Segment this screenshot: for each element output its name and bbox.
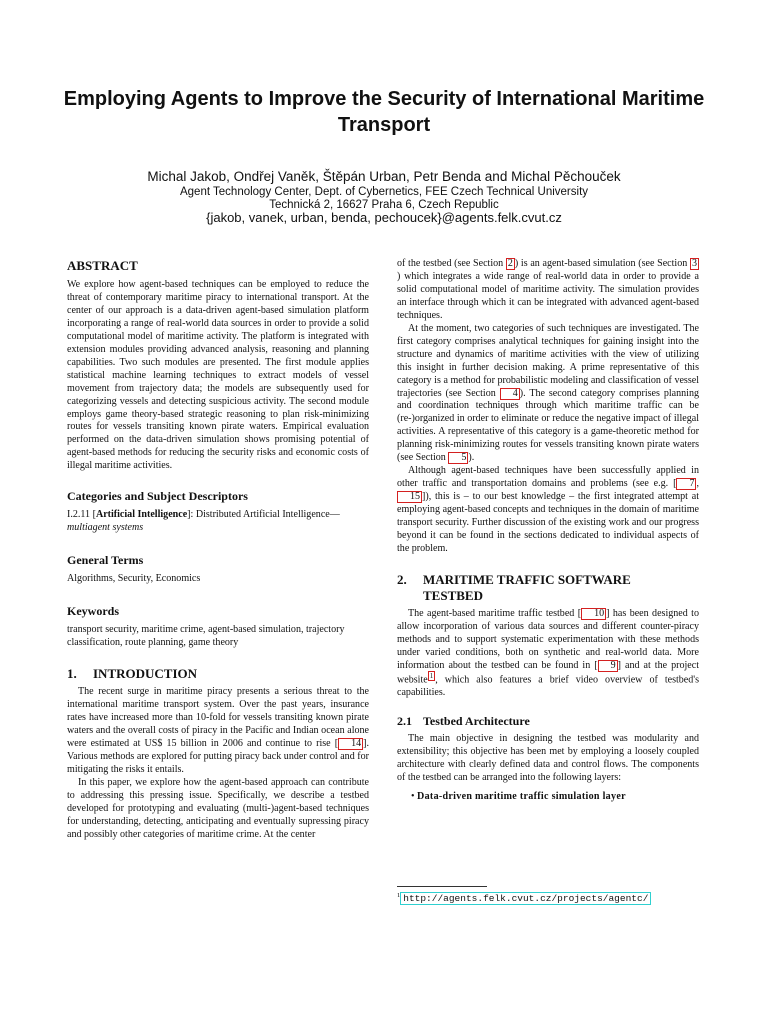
keywords-heading: Keywords xyxy=(67,604,119,619)
keywords-text: transport security, maritime crime, agent-based simulation, trajectory classification, route planning, game theory xyxy=(67,624,345,649)
footnote-mark: 1 xyxy=(397,892,401,899)
citation-link-15[interactable]: 15 xyxy=(397,491,422,503)
left-column xyxy=(67,258,369,842)
bullet-icon: • xyxy=(411,790,415,802)
right-p1-c: ) which integrates a wide range of real-world data in order to provide a solid computational model of maritime activity. The simulation provides an interface through which it can be integrated with advanced agent-based techniques. xyxy=(397,270,699,321)
section-2-title-line-2: TESTBED xyxy=(423,587,483,603)
categories-heading: Categories and Subject Descriptors xyxy=(67,489,248,504)
affiliation-line-1: Agent Technology Center, Dept. of Cybernetics, FEE Czech Technical University xyxy=(179,186,589,198)
right-paragraph-3 xyxy=(397,465,699,556)
right-column xyxy=(397,258,699,804)
intro-title: INTRODUCTION xyxy=(93,666,198,682)
general-terms-text: Algorithms, Security, Economics xyxy=(67,573,201,585)
section-2-1-number: 2.1 xyxy=(397,713,412,728)
abstract-text: We explore how agent-based techniques can be employed to reduce the threat of contemporary maritime piracy to international transport. At the center of our approach is a data-driven agent-based simulation platform incorporating a range of real-world data sources in order to provide a solid computational model of maritime activity. The platform is integrated with extension modules providing advanced analysis, reasoning and planning capabilities. Two such modules are presented. The first module applies statistical machine learning techniques to extract models of vessel movement from trajectory data; the models are subsequently used for categorizing vessels and detecting suspicious activity. The second module employs game theory-based strategic reasoning to plan risk-minimizing routes for vessels transiting known pirate waters. Empirical evaluation performed on the data-driven simulation shows promising potential of agent-based methods for reducing the security risks and economic costs of illegal maritime activities. xyxy=(67,279,369,472)
right-p1-a: of the testbed (see Section xyxy=(397,258,506,269)
paper-title: Employing Agents to Improve the Security of International Maritime Transport xyxy=(63,88,705,136)
section-2-1-title: Testbed Architecture xyxy=(423,713,530,728)
categories-italic: multiagent systems xyxy=(67,522,144,534)
citation-link-9[interactable]: 9 xyxy=(598,660,618,672)
s2-p1-b: has been designed to allow incorporation of various data sources and different counter-piracy methods and to support systematic experimentation with these methods under varied conditions, both on synthetic and real-world data. More information about the testbed can be found in xyxy=(397,607,699,671)
s2-p1-d: , which also features a brief video overview of testbed's capabilities. xyxy=(397,674,699,698)
s2-p1-a: The agent-based maritime traffic testbed xyxy=(408,607,578,619)
intro-p1-text-a: The recent surge in maritime piracy presents a serious threat to the international maritime transport system. Over the past years, insurance rates have increased more than 10-fold for vessels transiting known pirate waters and the overall costs of piracy in the Pacific and Indian ocean alone were estimated at US$ 15 billion in 2006 and continue to rise xyxy=(67,686,369,749)
citation-link-14[interactable]: 14 xyxy=(338,738,363,750)
right-paragraph-1 xyxy=(397,258,699,323)
layer-bullet-text: Data-driven maritime traffic simulation layer xyxy=(417,790,626,802)
section-link-5[interactable]: 5 xyxy=(448,452,468,464)
right-p2-c: ). xyxy=(468,452,475,464)
intro-paragraph-2: In this paper, we explore how the agent-based approach can contribute to addressing this pressing issue. Specifically, we describe a testbed developed for prototyping and evaluating (multi-)agent-based techniques for understanding, detecting, anticipating and eventually supressing piracy and possibly other categories of maritime crime. At the center xyxy=(67,776,369,840)
section-2-1-heading xyxy=(397,714,699,729)
right-paragraph-2 xyxy=(397,323,699,465)
project-website-link[interactable]: http://agents.felk.cvut.cz/projects/agentc/ xyxy=(400,892,651,905)
right-p1-b: ) is an agent-based simulation (see Section xyxy=(514,258,690,269)
intro-number: 1. xyxy=(67,666,77,682)
intro-paragraph-1: The recent surge in maritime piracy presents a serious threat to the international maritime transport system. Over the past years, insurance rates have increased more than 10-fold for vessels transiting known pirate waters and the overall costs of piracy in the Pacific and Indian ocean alone were estimated at US$ 15 billion in 2006 and continue to rise [ 14 ]. Various methods are explored for putting piracy back under control and for mitigating the risks it entails. xyxy=(67,686,369,775)
right-p3-a: Although agent-based techniques have been successfully applied in other traffic and transportation domains and problems (see e.g. [ xyxy=(397,465,699,490)
section-link-4[interactable]: 4 xyxy=(500,388,520,400)
right-p2-b: ). The second category comprises planning and coordination techniques through which maritime traffic can be (re-)organized in order to eliminate or reduce the negative impact of illegal activities. A representative of this category is a game-theoretic method for planning risk-minimizing routes for vessels transiting known pirate waters (see Section xyxy=(397,387,699,464)
author-emails: {jakob, vanek, urban, benda, pechoucek}@agents.felk.cvut.cz xyxy=(206,210,562,225)
footnote-link-1[interactable]: 1 xyxy=(429,671,434,680)
section-2-title-line-1: MARITIME TRAFFIC SOFTWARE xyxy=(423,571,631,587)
affiliation-line-2: Technická 2, 16627 Praha 6, Czech Republic xyxy=(269,199,499,211)
author-list: Michal Jakob, Ondřej Vaněk, Štěpán Urban, Petr Benda and Michal Pěchouček xyxy=(147,169,621,184)
right-p3-b: , xyxy=(696,478,699,490)
section-link-3[interactable]: 3 xyxy=(691,258,697,269)
intro-heading xyxy=(67,666,369,682)
section-link-2[interactable]: 2 xyxy=(507,258,513,269)
s2-p1-c: and at the project website xyxy=(397,659,699,686)
section-2-paragraph: The agent-based maritime traffic testbed [ 10 ] has been designed to allow incorporation of various data sources and different counter-piracy methods and to support systematic experimentation with these methods under varied conditions, both on synthetic and real-world data. More information about the testbed can be found in [ 9 ] and at the project website $^1$ , which also features a brief video overview of testbed's capabilities. xyxy=(397,607,699,698)
right-p3-c: ]), this is – to our best knowledge – the first integrated attempt at employing agent-based concepts and techniques in the domain of maritime transport security. Further discussion of the existing work and our progress beyond it can be found in the sections dedicated to individual aspects of the problem. xyxy=(397,491,699,554)
section-2-number: 2. xyxy=(397,571,407,587)
categories-code: I.2.11 [ xyxy=(67,509,96,521)
abstract-heading: ABSTRACT xyxy=(67,258,138,273)
categories-bold: Artificial Intelligence xyxy=(95,509,188,521)
layer-bullet-item xyxy=(397,791,699,804)
right-p2-a: At the moment, two categories of such techniques are investigated. The first category comprises analytical techniques for gaining insight into the structure and dynamics of maritime activities with the view of utilizing this insight in further decision making. A prime representative of this category is a method for probabilistic modeling and classification of vessel trajectories (see Section xyxy=(397,322,699,399)
footnote xyxy=(397,890,651,905)
footnote-divider xyxy=(397,886,487,887)
categories-rest: ]: Distributed Artificial Intelligence— xyxy=(187,509,340,521)
general-terms-heading: General Terms xyxy=(67,553,144,568)
intro-p1-text-b: . Various methods are explored for putting piracy back under control and for mitigating the risks it entails. xyxy=(67,737,369,775)
citation-link-7[interactable]: 7 xyxy=(676,478,696,490)
categories-text xyxy=(67,509,369,535)
section-2-heading xyxy=(397,572,699,604)
section-2-1-paragraph: The main objective in designing the testbed was modularity and extensibility; this objective has been met by employing a loosely coupled architecture with clearly defined data and control flows. The components of the testbed can be arranged into the following layers: xyxy=(397,732,699,783)
citation-link-10[interactable]: 10 xyxy=(581,608,606,620)
